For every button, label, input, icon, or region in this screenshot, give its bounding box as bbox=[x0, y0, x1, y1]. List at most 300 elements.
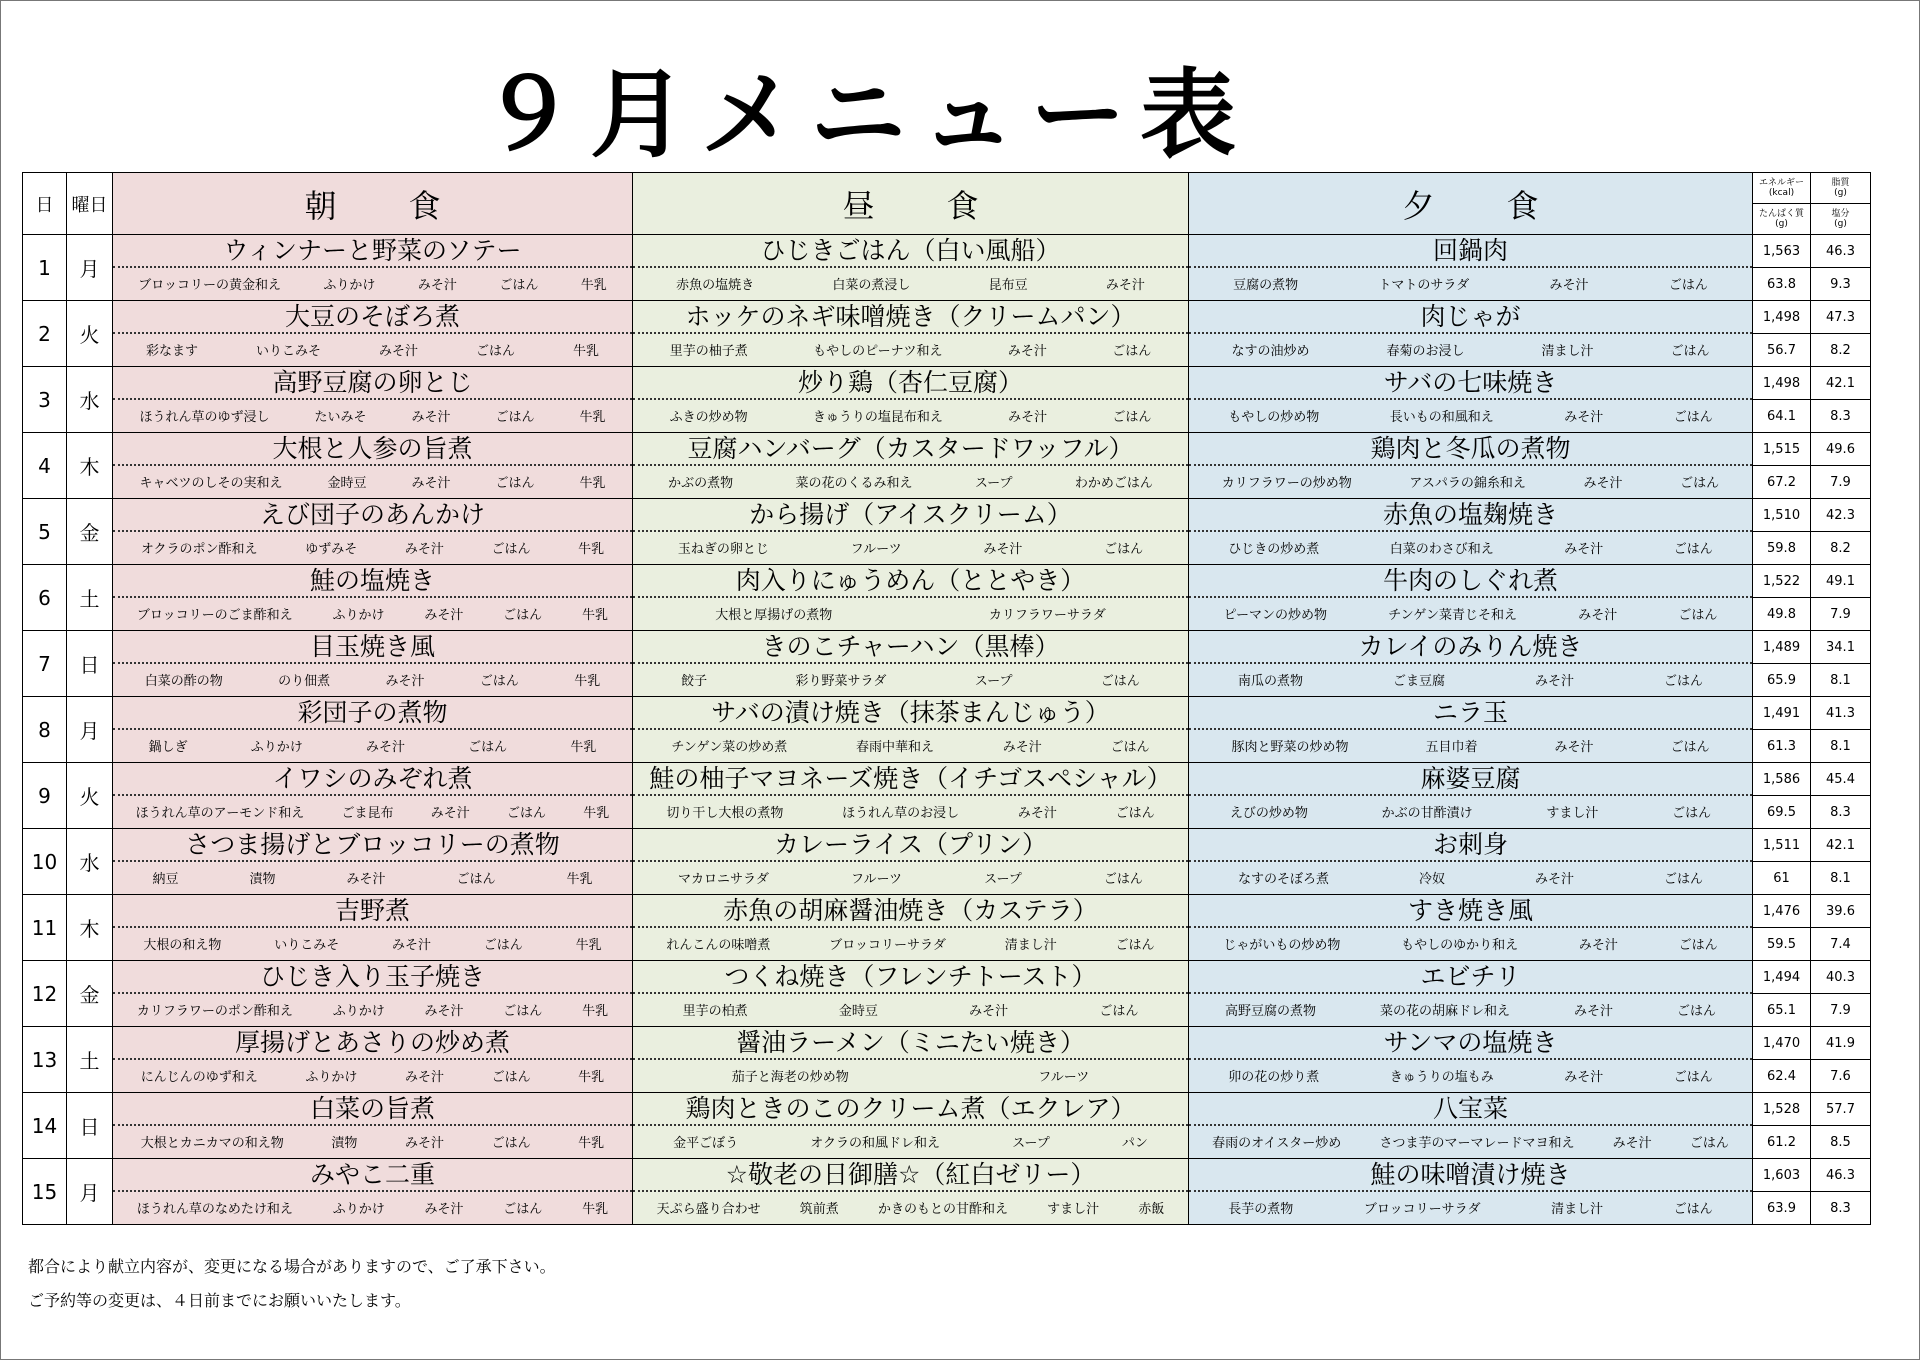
menu-row bbox=[23, 565, 1871, 598]
salt-value: 8.3 bbox=[1811, 1192, 1871, 1225]
dinner-side-dishes bbox=[1189, 1192, 1752, 1222]
energy-value: 1,522 bbox=[1753, 565, 1811, 598]
breakfast-side-dishes bbox=[113, 268, 632, 298]
menu-row bbox=[23, 499, 1871, 532]
salt-value: 7.9 bbox=[1811, 994, 1871, 1027]
breakfast-side-dish: キャベツのしその実和え bbox=[139, 475, 283, 491]
breakfast-side-dish: みそ汁 bbox=[378, 343, 418, 359]
dinner-cell bbox=[1189, 895, 1753, 961]
breakfast-side-dish: 牛乳 bbox=[572, 343, 599, 359]
lunch-main-dish: カレーライス（プリン） bbox=[633, 829, 1188, 862]
fat-value: 49.6 bbox=[1811, 433, 1871, 466]
breakfast-side-dish: みそ汁 bbox=[391, 937, 431, 953]
lunch-side-dish: みそ汁 bbox=[1105, 277, 1145, 293]
lunch-side-dish: 赤魚の塩焼き bbox=[676, 277, 755, 293]
lunch-side-dish: れんこんの味噌煮 bbox=[666, 937, 771, 953]
dinner-side-dish: なすの油炒め bbox=[1231, 343, 1310, 359]
dinner-main-dish: 肉じゃが bbox=[1189, 301, 1752, 334]
dinner-side-dishes bbox=[1189, 466, 1752, 496]
lunch-side-dish: 彩り野菜サラダ bbox=[795, 673, 887, 689]
weekday-cell: 月 bbox=[67, 697, 113, 763]
lunch-main-dish: 豆腐ハンバーグ（カスタードワッフル） bbox=[633, 433, 1188, 466]
salt-value: 8.1 bbox=[1811, 664, 1871, 697]
dinner-cell bbox=[1189, 829, 1753, 895]
fat-value: 57.7 bbox=[1811, 1093, 1871, 1126]
dinner-side-dish: みそ汁 bbox=[1564, 541, 1604, 557]
lunch-side-dish: スープ bbox=[1012, 1135, 1050, 1151]
breakfast-side-dishes bbox=[113, 400, 632, 430]
breakfast-side-dish: ごはん bbox=[491, 1069, 531, 1085]
dinner-side-dishes bbox=[1189, 268, 1752, 298]
breakfast-side-dish: 牛乳 bbox=[582, 607, 609, 623]
breakfast-side-dish: ブロッコリーのごま酢和え bbox=[136, 607, 293, 623]
salt-value: 8.1 bbox=[1811, 862, 1871, 895]
dinner-side-dishes bbox=[1189, 994, 1752, 1024]
lunch-side-dish: ごはん bbox=[1104, 541, 1144, 557]
protein-value: 63.9 bbox=[1753, 1192, 1811, 1225]
breakfast-main-dish: 鮭の塩焼き bbox=[113, 565, 632, 598]
weekday-header: 曜日 bbox=[67, 173, 113, 235]
breakfast-side-dish: みそ汁 bbox=[385, 673, 425, 689]
lunch-side-dishes bbox=[633, 862, 1188, 892]
lunch-side-dishes bbox=[633, 730, 1188, 760]
breakfast-side-dish: みそ汁 bbox=[424, 607, 464, 623]
dinner-cell bbox=[1189, 1027, 1753, 1093]
breakfast-side-dish: ごはん bbox=[483, 937, 523, 953]
weekday-cell: 水 bbox=[67, 367, 113, 433]
day-cell: 6 bbox=[23, 565, 67, 631]
energy-value: 1,515 bbox=[1753, 433, 1811, 466]
fat-value: 39.6 bbox=[1811, 895, 1871, 928]
dinner-side-dishes bbox=[1189, 598, 1752, 628]
protein-value: 65.1 bbox=[1753, 994, 1811, 1027]
lunch-main-dish: 炒り鶏（杏仁豆腐） bbox=[633, 367, 1188, 400]
lunch-main-dish: ひじきごはん（白い風船） bbox=[633, 235, 1188, 268]
breakfast-cell bbox=[113, 1027, 633, 1093]
fat-unit: (g) bbox=[1834, 188, 1847, 198]
dinner-main-dish: エビチリ bbox=[1189, 961, 1752, 994]
protein-value: 63.8 bbox=[1753, 268, 1811, 301]
energy-header bbox=[1753, 173, 1811, 204]
dinner-side-dish: アスパラの錦糸和え bbox=[1409, 475, 1526, 491]
dinner-side-dish: みそ汁 bbox=[1612, 1135, 1652, 1151]
dinner-side-dish: チンゲン菜青じそ和え bbox=[1388, 607, 1518, 623]
dinner-side-dish: ごはん bbox=[1673, 1201, 1713, 1217]
weekday-cell: 月 bbox=[67, 235, 113, 301]
dinner-side-dish: みそ汁 bbox=[1573, 1003, 1613, 1019]
breakfast-side-dish: ゆずみそ bbox=[305, 541, 358, 557]
breakfast-side-dish: 牛乳 bbox=[579, 475, 606, 491]
lunch-cell bbox=[633, 565, 1189, 631]
day-cell: 15 bbox=[23, 1159, 67, 1225]
fat-value: 42.1 bbox=[1811, 367, 1871, 400]
lunch-side-dish: 春雨中華和え bbox=[855, 739, 934, 755]
fat-value: 49.1 bbox=[1811, 565, 1871, 598]
protein-value: 61 bbox=[1753, 862, 1811, 895]
menu-body bbox=[23, 235, 1871, 1225]
lunch-cell bbox=[633, 1093, 1189, 1159]
energy-label: エネルギー bbox=[1758, 178, 1804, 188]
dinner-side-dish: 豚肉と野菜の炒め物 bbox=[1231, 739, 1349, 755]
weekday-cell: 日 bbox=[67, 1093, 113, 1159]
note-reservation: ご予約等の変更は、４日前までにお願いいたします。 bbox=[28, 1291, 411, 1310]
dinner-side-dish: もやしのゆかり和え bbox=[1401, 937, 1519, 953]
lunch-side-dishes bbox=[633, 1060, 1188, 1090]
breakfast-cell bbox=[113, 763, 633, 829]
lunch-side-dishes bbox=[633, 598, 1188, 628]
breakfast-cell bbox=[113, 829, 633, 895]
dinner-side-dish: 白菜のわさび和え bbox=[1389, 541, 1494, 557]
header-row bbox=[23, 173, 1871, 204]
weekday-cell: 火 bbox=[67, 301, 113, 367]
breakfast-side-dish: たいみそ bbox=[314, 409, 367, 425]
protein-value: 56.7 bbox=[1753, 334, 1811, 367]
day-cell: 10 bbox=[23, 829, 67, 895]
dinner-main-dish: お刺身 bbox=[1189, 829, 1752, 862]
breakfast-main-dish: みやこ二重 bbox=[113, 1159, 632, 1192]
breakfast-side-dish: ふりかけ bbox=[305, 1069, 358, 1085]
lunch-cell bbox=[633, 961, 1189, 1027]
energy-value: 1,603 bbox=[1753, 1159, 1811, 1192]
lunch-side-dish: 里芋の柏煮 bbox=[682, 1003, 748, 1019]
lunch-main-dish: 赤魚の胡麻醤油焼き（カステラ） bbox=[633, 895, 1188, 928]
energy-value: 1,563 bbox=[1753, 235, 1811, 268]
breakfast-side-dish: ふりかけ bbox=[332, 1003, 385, 1019]
salt-value: 9.3 bbox=[1811, 268, 1871, 301]
lunch-main-dish: 鶏肉ときのこのクリーム煮（エクレア） bbox=[633, 1093, 1188, 1126]
lunch-side-dish: 里芋の柚子煮 bbox=[669, 343, 748, 359]
breakfast-side-dish: 牛乳 bbox=[578, 1069, 605, 1085]
breakfast-side-dish: みそ汁 bbox=[404, 1135, 444, 1151]
weekday-cell: 火 bbox=[67, 763, 113, 829]
breakfast-main-dish: 白菜の旨煮 bbox=[113, 1093, 632, 1126]
dinner-side-dish: すまし汁 bbox=[1546, 805, 1599, 821]
lunch-side-dish: スープ bbox=[974, 673, 1013, 689]
menu-row bbox=[23, 367, 1871, 400]
dinner-side-dishes bbox=[1189, 796, 1752, 826]
protein-value: 59.5 bbox=[1753, 928, 1811, 961]
lunch-side-dish: ごはん bbox=[1110, 739, 1150, 755]
fat-value: 46.3 bbox=[1811, 235, 1871, 268]
fat-value: 41.9 bbox=[1811, 1027, 1871, 1060]
day-cell: 8 bbox=[23, 697, 67, 763]
breakfast-main-dish: 目玉焼き風 bbox=[113, 631, 632, 664]
lunch-main-dish: つくね焼き（フレンチトースト） bbox=[633, 961, 1188, 994]
lunch-side-dish: わかめごはん bbox=[1074, 475, 1153, 491]
dinner-side-dish: ごはん bbox=[1670, 739, 1710, 755]
breakfast-side-dish: みそ汁 bbox=[430, 805, 470, 821]
dinner-side-dish: 高野豆腐の煮物 bbox=[1224, 1003, 1316, 1019]
dinner-side-dish: かぶの甘酢漬け bbox=[1381, 805, 1473, 821]
dinner-side-dish: ひじきの炒め煮 bbox=[1228, 541, 1320, 557]
day-cell: 3 bbox=[23, 367, 67, 433]
page-title: ９月メニュー表 bbox=[480, 59, 1250, 171]
breakfast-side-dish: 牛乳 bbox=[580, 277, 607, 293]
lunch-side-dish: ふきの炒め物 bbox=[669, 409, 748, 425]
dinner-side-dish: 長いもの和風和え bbox=[1389, 409, 1494, 425]
energy-value: 1,491 bbox=[1753, 697, 1811, 730]
lunch-header: 昼食 bbox=[633, 173, 1189, 235]
breakfast-side-dish: 彩なます bbox=[145, 343, 198, 359]
lunch-cell bbox=[633, 1159, 1189, 1225]
breakfast-side-dish: いりこみそ bbox=[274, 937, 340, 953]
dinner-side-dish: トマトのサラダ bbox=[1378, 277, 1470, 293]
breakfast-side-dish: ごはん bbox=[507, 805, 547, 821]
breakfast-main-dish: 厚揚げとあさりの炒め煮 bbox=[113, 1027, 632, 1060]
energy-value: 1,498 bbox=[1753, 301, 1811, 334]
dinner-side-dish: ごはん bbox=[1663, 673, 1703, 689]
lunch-cell bbox=[633, 631, 1189, 697]
weekday-cell: 金 bbox=[67, 961, 113, 1027]
menu-row bbox=[23, 1027, 1871, 1060]
dinner-side-dish: 清まし汁 bbox=[1551, 1201, 1604, 1217]
lunch-side-dish: マカロニサラダ bbox=[678, 871, 769, 887]
breakfast-side-dish: みそ汁 bbox=[404, 1069, 444, 1085]
dinner-side-dish: なすのそぼろ煮 bbox=[1237, 871, 1329, 887]
dinner-side-dishes bbox=[1189, 334, 1752, 364]
day-cell: 1 bbox=[23, 235, 67, 301]
lunch-main-dish: 醤油ラーメン（ミニたい焼き） bbox=[633, 1027, 1188, 1060]
breakfast-side-dish: 大根とカニカマの和え物 bbox=[140, 1135, 284, 1151]
dinner-side-dishes bbox=[1189, 862, 1752, 892]
energy-value: 1,470 bbox=[1753, 1027, 1811, 1060]
dinner-header: 夕食 bbox=[1189, 173, 1753, 235]
dinner-side-dish: みそ汁 bbox=[1534, 871, 1574, 887]
day-cell: 4 bbox=[23, 433, 67, 499]
breakfast-side-dish: 金時豆 bbox=[327, 475, 367, 491]
breakfast-side-dish: 漬物 bbox=[249, 871, 276, 887]
salt-label: 塩分 bbox=[1831, 209, 1850, 219]
dinner-side-dish: 長芋の煮物 bbox=[1228, 1201, 1294, 1217]
breakfast-cell bbox=[113, 895, 633, 961]
breakfast-side-dish: ごはん bbox=[479, 673, 519, 689]
lunch-cell bbox=[633, 433, 1189, 499]
day-cell: 9 bbox=[23, 763, 67, 829]
lunch-side-dish: フルーツ bbox=[850, 541, 902, 557]
dinner-side-dish: ごはん bbox=[1673, 1069, 1713, 1085]
lunch-side-dish: フルーツ bbox=[851, 871, 902, 887]
dinner-side-dish: 春雨のオイスター炒め bbox=[1212, 1135, 1342, 1151]
menu-row bbox=[23, 1093, 1871, 1126]
breakfast-side-dish: ごはん bbox=[475, 343, 515, 359]
dinner-cell bbox=[1189, 499, 1753, 565]
energy-value: 1,476 bbox=[1753, 895, 1811, 928]
breakfast-side-dish: 牛乳 bbox=[570, 739, 597, 755]
dinner-side-dishes bbox=[1189, 730, 1752, 760]
day-cell: 11 bbox=[23, 895, 67, 961]
lunch-side-dish: みそ汁 bbox=[1007, 343, 1047, 359]
salt-value: 8.2 bbox=[1811, 334, 1871, 367]
breakfast-side-dish: ごはん bbox=[495, 475, 535, 491]
lunch-side-dishes bbox=[633, 796, 1188, 826]
lunch-side-dish: みそ汁 bbox=[969, 1003, 1009, 1019]
breakfast-cell bbox=[113, 961, 633, 1027]
dinner-main-dish: サンマの塩焼き bbox=[1189, 1027, 1752, 1060]
note-change: 都合により献立内容が、変更になる場合がありますので、ご了承下さい。 bbox=[28, 1257, 556, 1276]
dinner-side-dish: みそ汁 bbox=[1578, 937, 1618, 953]
lunch-side-dish: みそ汁 bbox=[1017, 805, 1057, 821]
lunch-side-dish: 餃子 bbox=[681, 673, 708, 689]
dinner-cell bbox=[1189, 1093, 1753, 1159]
lunch-main-dish: 肉入りにゅうめん（ととやき） bbox=[633, 565, 1188, 598]
breakfast-side-dishes bbox=[113, 1126, 632, 1156]
breakfast-side-dish: みそ汁 bbox=[404, 541, 444, 557]
menu-row bbox=[23, 433, 1871, 466]
lunch-side-dish: 大根と厚揚げの煮物 bbox=[715, 607, 833, 623]
dinner-main-dish: サバの七味焼き bbox=[1189, 367, 1752, 400]
menu-row bbox=[23, 301, 1871, 334]
dinner-side-dish: ごはん bbox=[1672, 805, 1712, 821]
dinner-side-dish: ごはん bbox=[1676, 1003, 1716, 1019]
protein-value: 62.4 bbox=[1753, 1060, 1811, 1093]
lunch-side-dish: スープ bbox=[974, 475, 1013, 491]
lunch-side-dishes bbox=[633, 334, 1188, 364]
breakfast-side-dish: 白菜の酢の物 bbox=[144, 673, 223, 689]
breakfast-side-dish: 牛乳 bbox=[579, 409, 606, 425]
lunch-side-dish: 金時豆 bbox=[838, 1003, 878, 1019]
dinner-side-dish: みそ汁 bbox=[1578, 607, 1618, 623]
breakfast-side-dish: 牛乳 bbox=[583, 805, 610, 821]
dinner-side-dish: じゃがいもの炒め物 bbox=[1223, 937, 1341, 953]
breakfast-side-dish: 牛乳 bbox=[574, 673, 601, 689]
breakfast-side-dish: ブロッコリーの黄金和え bbox=[138, 277, 281, 293]
dinner-side-dish: ピーマンの炒め物 bbox=[1223, 607, 1328, 623]
lunch-main-dish: きのこチャーハン（黒棒） bbox=[633, 631, 1188, 664]
dinner-side-dishes bbox=[1189, 928, 1752, 958]
lunch-side-dish: チンゲン菜の炒め煮 bbox=[671, 739, 788, 755]
dinner-cell bbox=[1189, 763, 1753, 829]
breakfast-side-dish: ごはん bbox=[468, 739, 508, 755]
fat-header bbox=[1811, 173, 1871, 204]
lunch-main-dish: ホッケのネギ味噌焼き（クリームパン） bbox=[633, 301, 1188, 334]
breakfast-side-dish: みそ汁 bbox=[411, 409, 451, 425]
dinner-cell bbox=[1189, 1159, 1753, 1225]
weekday-cell: 土 bbox=[67, 1027, 113, 1093]
breakfast-side-dish: ほうれん草のなめたけ和え bbox=[136, 1201, 293, 1217]
dinner-side-dish: ごはん bbox=[1678, 937, 1718, 953]
lunch-side-dish: ごはん bbox=[1115, 805, 1155, 821]
weekday-cell: 木 bbox=[67, 895, 113, 961]
menu-row bbox=[23, 235, 1871, 268]
day-cell: 13 bbox=[23, 1027, 67, 1093]
lunch-side-dish: ごはん bbox=[1100, 673, 1140, 689]
breakfast-main-dish: 彩団子の煮物 bbox=[113, 697, 632, 730]
dinner-cell bbox=[1189, 961, 1753, 1027]
breakfast-side-dish: ごはん bbox=[456, 871, 496, 887]
lunch-side-dish: 清まし汁 bbox=[1004, 937, 1057, 953]
breakfast-side-dishes bbox=[113, 796, 632, 826]
lunch-side-dish: みそ汁 bbox=[1008, 409, 1048, 425]
lunch-side-dish: きゅうりの塩昆布和え bbox=[812, 409, 943, 425]
breakfast-main-dish: ウィンナーと野菜のソテー bbox=[113, 235, 632, 268]
breakfast-side-dish: ごはん bbox=[503, 1003, 543, 1019]
breakfast-side-dish: ごま昆布 bbox=[341, 805, 394, 821]
menu-row bbox=[23, 829, 1871, 862]
breakfast-side-dish: 漬物 bbox=[331, 1135, 358, 1151]
lunch-side-dishes bbox=[633, 1126, 1188, 1156]
dinner-side-dish: ごはん bbox=[1680, 475, 1720, 491]
salt-value: 7.4 bbox=[1811, 928, 1871, 961]
breakfast-side-dishes bbox=[113, 664, 632, 694]
lunch-side-dish: かきのもとの甘酢和え bbox=[877, 1201, 1008, 1217]
breakfast-side-dish: 牛乳 bbox=[578, 1135, 605, 1151]
dinner-side-dishes bbox=[1189, 1060, 1752, 1090]
breakfast-side-dishes bbox=[113, 532, 632, 562]
salt-value: 7.6 bbox=[1811, 1060, 1871, 1093]
lunch-side-dish: カリフラワーサラダ bbox=[988, 607, 1106, 623]
weekday-cell: 月 bbox=[67, 1159, 113, 1225]
breakfast-main-dish: 高野豆腐の卵とじ bbox=[113, 367, 632, 400]
lunch-cell bbox=[633, 895, 1189, 961]
dinner-side-dishes bbox=[1189, 1126, 1752, 1156]
dinner-main-dish: すき焼き風 bbox=[1189, 895, 1752, 928]
lunch-cell bbox=[633, 1027, 1189, 1093]
breakfast-side-dish: 鍋しぎ bbox=[148, 739, 188, 755]
dinner-side-dish: ごはん bbox=[1670, 343, 1710, 359]
menu-row bbox=[23, 895, 1871, 928]
menu-row bbox=[23, 631, 1871, 664]
breakfast-side-dishes bbox=[113, 730, 632, 760]
lunch-main-dish: ☆敬老の日御膳☆（紅白ゼリー） bbox=[633, 1159, 1188, 1192]
breakfast-side-dish: みそ汁 bbox=[424, 1201, 464, 1217]
dinner-side-dish: 豆腐の煮物 bbox=[1233, 277, 1299, 293]
breakfast-side-dish: ふりかけ bbox=[332, 607, 385, 623]
energy-value: 1,510 bbox=[1753, 499, 1811, 532]
breakfast-side-dish: ごはん bbox=[503, 1201, 543, 1217]
breakfast-main-dish: 大根と人参の旨煮 bbox=[113, 433, 632, 466]
breakfast-side-dish: みそ汁 bbox=[424, 1003, 464, 1019]
dinner-side-dish: ごはん bbox=[1673, 541, 1713, 557]
salt-header bbox=[1811, 204, 1871, 235]
protein-value: 61.2 bbox=[1753, 1126, 1811, 1159]
lunch-cell bbox=[633, 499, 1189, 565]
lunch-side-dish: 玉ねぎの卵とじ bbox=[677, 541, 769, 557]
lunch-main-dish: 鮭の柚子マヨネーズ焼き（イチゴスペシャル） bbox=[633, 763, 1188, 796]
breakfast-cell bbox=[113, 1093, 633, 1159]
dinner-main-dish: 麻婆豆腐 bbox=[1189, 763, 1752, 796]
breakfast-side-dish: 牛乳 bbox=[578, 541, 605, 557]
menu-row bbox=[23, 763, 1871, 796]
breakfast-cell bbox=[113, 301, 633, 367]
dinner-side-dish: ごはん bbox=[1673, 409, 1713, 425]
breakfast-side-dish: ほうれん草のアーモンド和え bbox=[135, 805, 305, 821]
lunch-side-dish: パン bbox=[1121, 1135, 1148, 1151]
breakfast-side-dish: にんじんのゆず和え bbox=[140, 1069, 258, 1085]
breakfast-side-dish: ごはん bbox=[491, 541, 531, 557]
menu-table bbox=[22, 172, 1871, 1225]
dinner-main-dish: 牛肉のしぐれ煮 bbox=[1189, 565, 1752, 598]
dinner-side-dish: ごはん bbox=[1689, 1135, 1729, 1151]
dinner-side-dish: みそ汁 bbox=[1549, 277, 1589, 293]
lunch-side-dish: 天ぷら盛り合わせ bbox=[656, 1201, 761, 1217]
lunch-side-dish: オクラの和風ドレ和え bbox=[810, 1135, 940, 1151]
protein-header bbox=[1753, 204, 1811, 235]
dinner-side-dish: みそ汁 bbox=[1564, 1069, 1604, 1085]
dinner-side-dish: みそ汁 bbox=[1583, 475, 1623, 491]
fat-value: 40.3 bbox=[1811, 961, 1871, 994]
weekday-cell: 水 bbox=[67, 829, 113, 895]
dinner-main-dish: 八宝菜 bbox=[1189, 1093, 1752, 1126]
lunch-side-dish: 金平ごぼう bbox=[673, 1135, 739, 1151]
breakfast-side-dish: 牛乳 bbox=[575, 937, 602, 953]
energy-value: 1,489 bbox=[1753, 631, 1811, 664]
breakfast-side-dish: みそ汁 bbox=[417, 277, 457, 293]
dinner-side-dish: ごはん bbox=[1668, 277, 1708, 293]
breakfast-side-dish: ほうれん草のゆず浸し bbox=[139, 409, 270, 425]
dinner-side-dishes bbox=[1189, 664, 1752, 694]
breakfast-main-dish: えび団子のあんかけ bbox=[113, 499, 632, 532]
breakfast-side-dish: ごはん bbox=[499, 277, 539, 293]
